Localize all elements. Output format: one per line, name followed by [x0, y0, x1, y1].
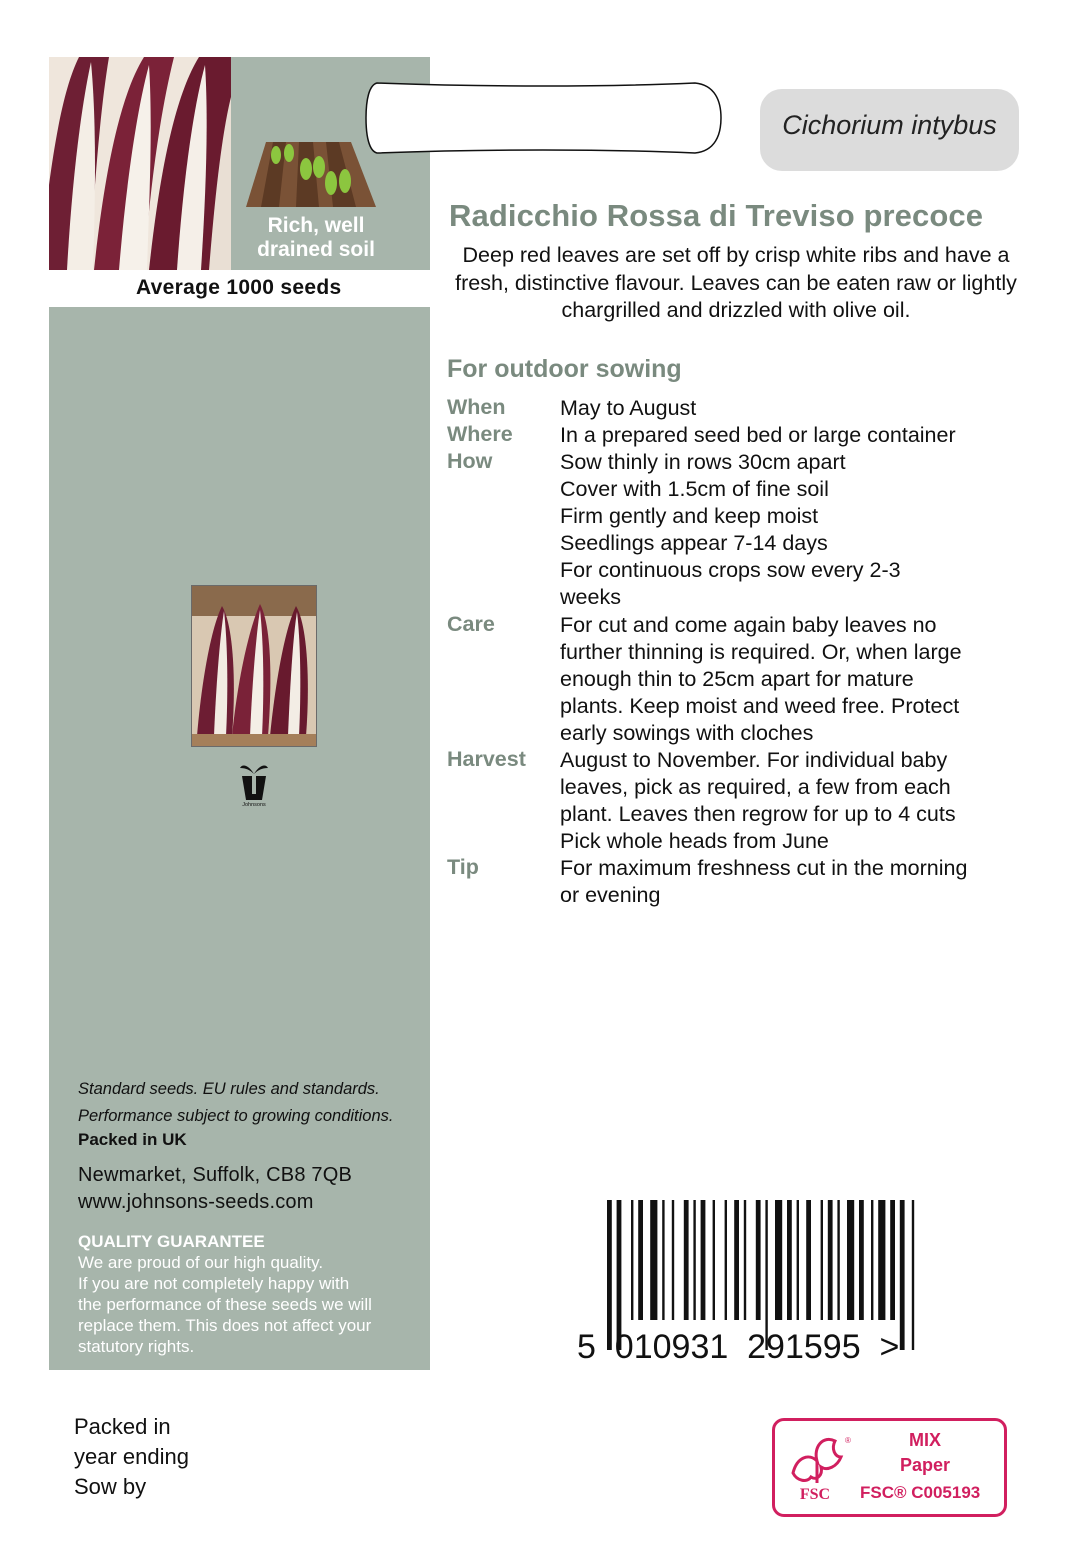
how-line: For continuous crops sow every 2-3	[560, 558, 901, 582]
fsc-license-code: FSC® C005193	[860, 1483, 981, 1502]
barcode-bar	[701, 1200, 706, 1320]
when-text	[560, 395, 1030, 422]
barcode-bar	[890, 1200, 895, 1320]
barcode-bar	[859, 1200, 864, 1320]
how-line: Seedlings appear 7-14 days	[560, 531, 828, 555]
how-line: Cover with 1.5cm of fine soil	[560, 477, 829, 501]
variety-description: Deep red leaves are set off by crisp white ribs and have a fresh, distinctive flavour. Leaves can be eaten raw or lightly chargrilled and drizzled with olive oil.	[455, 243, 1017, 322]
barcode-bar	[672, 1200, 674, 1320]
fsc-logo-text: FSC	[799, 1486, 831, 1503]
how-line: Sow thinly in rows 30cm apart	[560, 450, 846, 474]
seed-count: Average 1000 seeds	[136, 276, 342, 299]
barcode-bar	[734, 1200, 739, 1320]
barcode-bar	[828, 1200, 833, 1320]
barcode-digits: 5 010931 291595 >	[577, 1328, 900, 1360]
tip-line: For maximum freshness cut in the morning	[560, 856, 968, 880]
sowing-heading: For outdoor sowing	[447, 355, 682, 383]
harvest-text	[560, 747, 1030, 855]
care-text	[560, 612, 1030, 747]
quality-line: statutory rights.	[78, 1337, 195, 1356]
packing-dates	[74, 1412, 189, 1502]
harvest-label: Harvest	[447, 747, 526, 771]
legal-performance: Performance subject to growing conditions.	[78, 1107, 394, 1125]
harvest-line: Pick whole heads from June	[560, 829, 829, 853]
barcode-bar	[775, 1200, 782, 1320]
how-label: How	[447, 449, 493, 473]
company-website: www.johnsons-seeds.com	[78, 1191, 314, 1213]
company-address: Newmarket, Suffolk, CB8 7QB	[78, 1164, 353, 1186]
radicchio-hero-photo	[49, 57, 231, 270]
tip-text	[560, 855, 1030, 909]
barcode-bar	[787, 1200, 792, 1320]
svg-text:®: ®	[845, 1436, 851, 1445]
quality-line: We are proud of our high quality.	[78, 1253, 324, 1272]
barcode-bar	[650, 1200, 657, 1320]
radicchio-thumbnail-photo	[191, 585, 317, 747]
barcode-bar	[725, 1200, 727, 1320]
how-text	[560, 449, 1030, 611]
legal-standard-seeds: Standard seeds. EU rules and standards.	[78, 1080, 380, 1098]
quality-guarantee-title: QUALITY GUARANTEE	[78, 1232, 265, 1251]
barcode	[577, 1200, 1017, 1360]
barcode-bar	[847, 1200, 854, 1320]
variety-title: Radicchio Rossa di Treviso precoce	[449, 198, 984, 233]
packed-in-uk: Packed in UK	[78, 1130, 187, 1149]
barcode-bar	[693, 1200, 695, 1320]
johnsons-logo	[236, 760, 272, 808]
packed-in-label: Packed in	[74, 1414, 171, 1439]
care-line: For cut and come again baby leaves no	[560, 613, 937, 637]
harvest-line: plant. Leaves then regrow for up to 4 cuts	[560, 802, 956, 826]
tip-label: Tip	[447, 855, 479, 879]
barcode-bar	[878, 1200, 885, 1320]
where-line: In a prepared seed bed or large container	[560, 423, 956, 447]
quality-line: If you are not completely happy with	[78, 1274, 350, 1293]
how-line: weeks	[560, 585, 621, 609]
barcode-bar	[662, 1200, 664, 1320]
barcode-bar	[756, 1200, 761, 1320]
barcode-bar	[821, 1200, 823, 1320]
fsc-tree-icon	[783, 1427, 855, 1503]
barcode-bar	[713, 1200, 715, 1320]
barcode-bar	[900, 1200, 905, 1350]
where-label: Where	[447, 422, 513, 446]
latin-name: Cichorium intybus	[782, 110, 997, 140]
fsc-paper-label: Paper	[899, 1455, 951, 1475]
when-line: May to August	[560, 396, 697, 420]
hanger-cutout	[365, 81, 722, 155]
barcode-bar	[837, 1200, 839, 1320]
harvest-line: leaves, pick as required, a few from each	[560, 775, 951, 799]
care-line: further thinning is required. Or, when large	[560, 640, 962, 664]
harvest-line: August to November. For individual baby	[560, 748, 948, 772]
fsc-mix-label: MIX	[908, 1430, 941, 1450]
soil-type-label: Rich, well drained soil	[257, 214, 375, 261]
barcode-bar	[631, 1200, 633, 1320]
when-label: When	[447, 395, 506, 419]
how-line: Firm gently and keep moist	[560, 504, 819, 528]
care-line: plants. Keep moist and weed free. Protect	[560, 694, 960, 718]
care-line: enough thin to 25cm apart for mature	[560, 667, 914, 691]
barcode-bar	[638, 1200, 643, 1320]
barcode-bar	[912, 1200, 914, 1350]
care-line: early sowings with cloches	[560, 721, 814, 745]
sow-by-label: Sow by	[74, 1474, 147, 1499]
tip-line: or evening	[560, 883, 661, 907]
where-text	[560, 422, 1030, 449]
barcode-bar	[806, 1200, 811, 1320]
quality-line: replace them. This does not affect your	[78, 1316, 372, 1335]
care-label: Care	[447, 612, 495, 636]
quality-line: the performance of these seeds we will	[78, 1295, 372, 1314]
barcode-bar	[684, 1200, 689, 1320]
barcode-bar	[871, 1200, 873, 1320]
barcode-bar	[744, 1200, 746, 1320]
year-ending-label: year ending	[74, 1444, 189, 1469]
quality-guarantee-text	[78, 1252, 428, 1357]
svg-text:Johnsons: Johnsons	[242, 802, 266, 808]
barcode-bar	[797, 1200, 799, 1320]
